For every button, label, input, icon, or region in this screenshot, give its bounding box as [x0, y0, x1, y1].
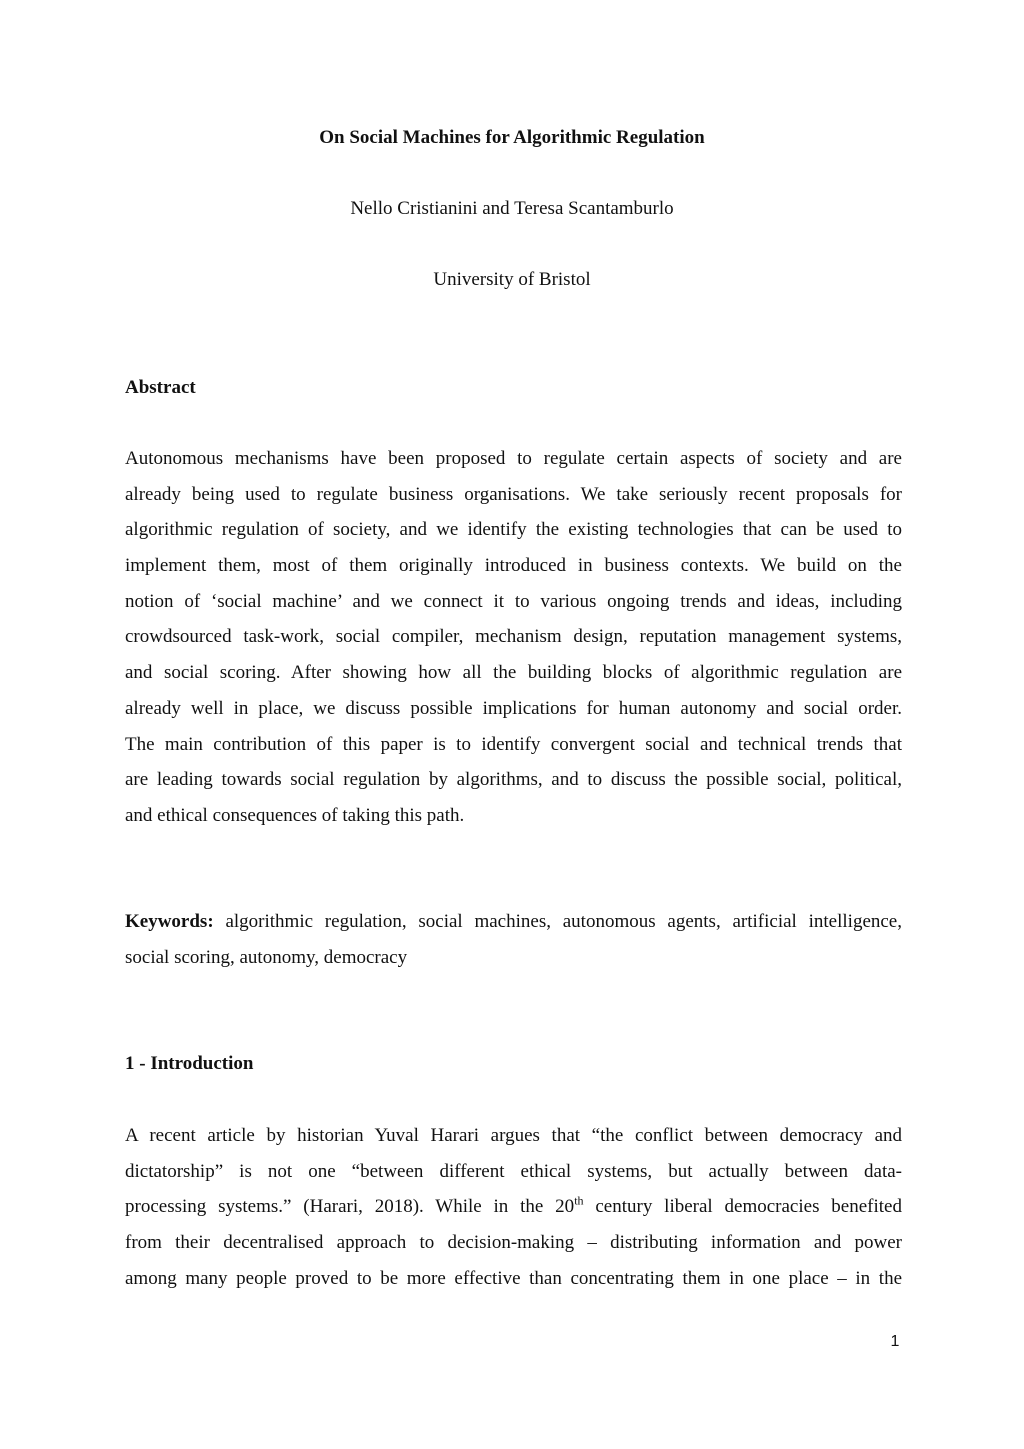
paper-title: On Social Machines for Algorithmic Regulation — [319, 127, 705, 148]
keywords-list-part: algorithmic regulation, social machines, autonomous agents, artificial intelligence, — [213, 911, 902, 932]
paper-affiliation: University of Bristol — [433, 269, 591, 290]
paper-authors: Nello Cristianini and Teresa Scantamburlo — [350, 198, 674, 219]
ordinal-superscript: th — [574, 1194, 584, 1209]
keywords-line: social scoring, autonomy, democracy — [125, 946, 408, 968]
keywords-line — [125, 904, 902, 940]
introduction-line: dictatorship” is not one “between different ethical systems, but actually between data- — [125, 1160, 902, 1182]
abstract-line: The main contribution of this paper is to identify convergent social and technical trends that — [125, 733, 902, 755]
abstract-body — [125, 441, 902, 834]
abstract-line: already being used to regulate business organisations. We take seriously recent proposals for — [125, 483, 902, 505]
abstract-line: algorithmic regulation of society, and we identify the existing technologies that can be used to — [125, 519, 902, 541]
introduction-line: from their decentralised approach to decision-making – distributing information and power — [125, 1232, 902, 1254]
abstract-line: already well in place, we discuss possible implications for human autonomy and social order. — [125, 697, 902, 719]
introduction-line: A recent article by historian Yuval Harari argues that “the conflict between democracy and — [125, 1125, 902, 1146]
abstract-line: crowdsourced task-work, social compiler, mechanism design, reputation management systems, — [125, 626, 902, 648]
keywords-section — [125, 904, 902, 975]
abstract-heading: Abstract — [125, 377, 196, 398]
introduction-line-part: processing systems.” (Harari, 2018). While in the 20 — [125, 1196, 575, 1218]
introduction-heading: 1 - Introduction — [125, 1053, 254, 1074]
introduction-line: among many people proved to be more effective than concentrating them in one place – in the — [125, 1267, 902, 1289]
introduction-body — [125, 1118, 902, 1296]
introduction-line-part: century liberal democracies benefited — [583, 1196, 902, 1218]
abstract-line: Autonomous mechanisms have been proposed to regulate certain aspects of society and are — [125, 448, 902, 469]
abstract-line: are leading towards social regulation by algorithms, and to discuss the possible social, political, — [125, 769, 902, 791]
introduction-line — [125, 1189, 902, 1225]
abstract-line: and ethical consequences of taking this path. — [125, 804, 465, 826]
keywords-label: Keywords: — [125, 911, 214, 932]
abstract-line: implement them, most of them originally introduced in business contexts. We build on the — [125, 555, 902, 577]
abstract-line: and social scoring. After showing how all the building blocks of algorithmic regulation are — [125, 662, 902, 684]
abstract-line: notion of ‘social machine’ and we connect it to various ongoing trends and ideas, including — [125, 590, 902, 612]
page-number: 1 — [890, 1333, 900, 1350]
